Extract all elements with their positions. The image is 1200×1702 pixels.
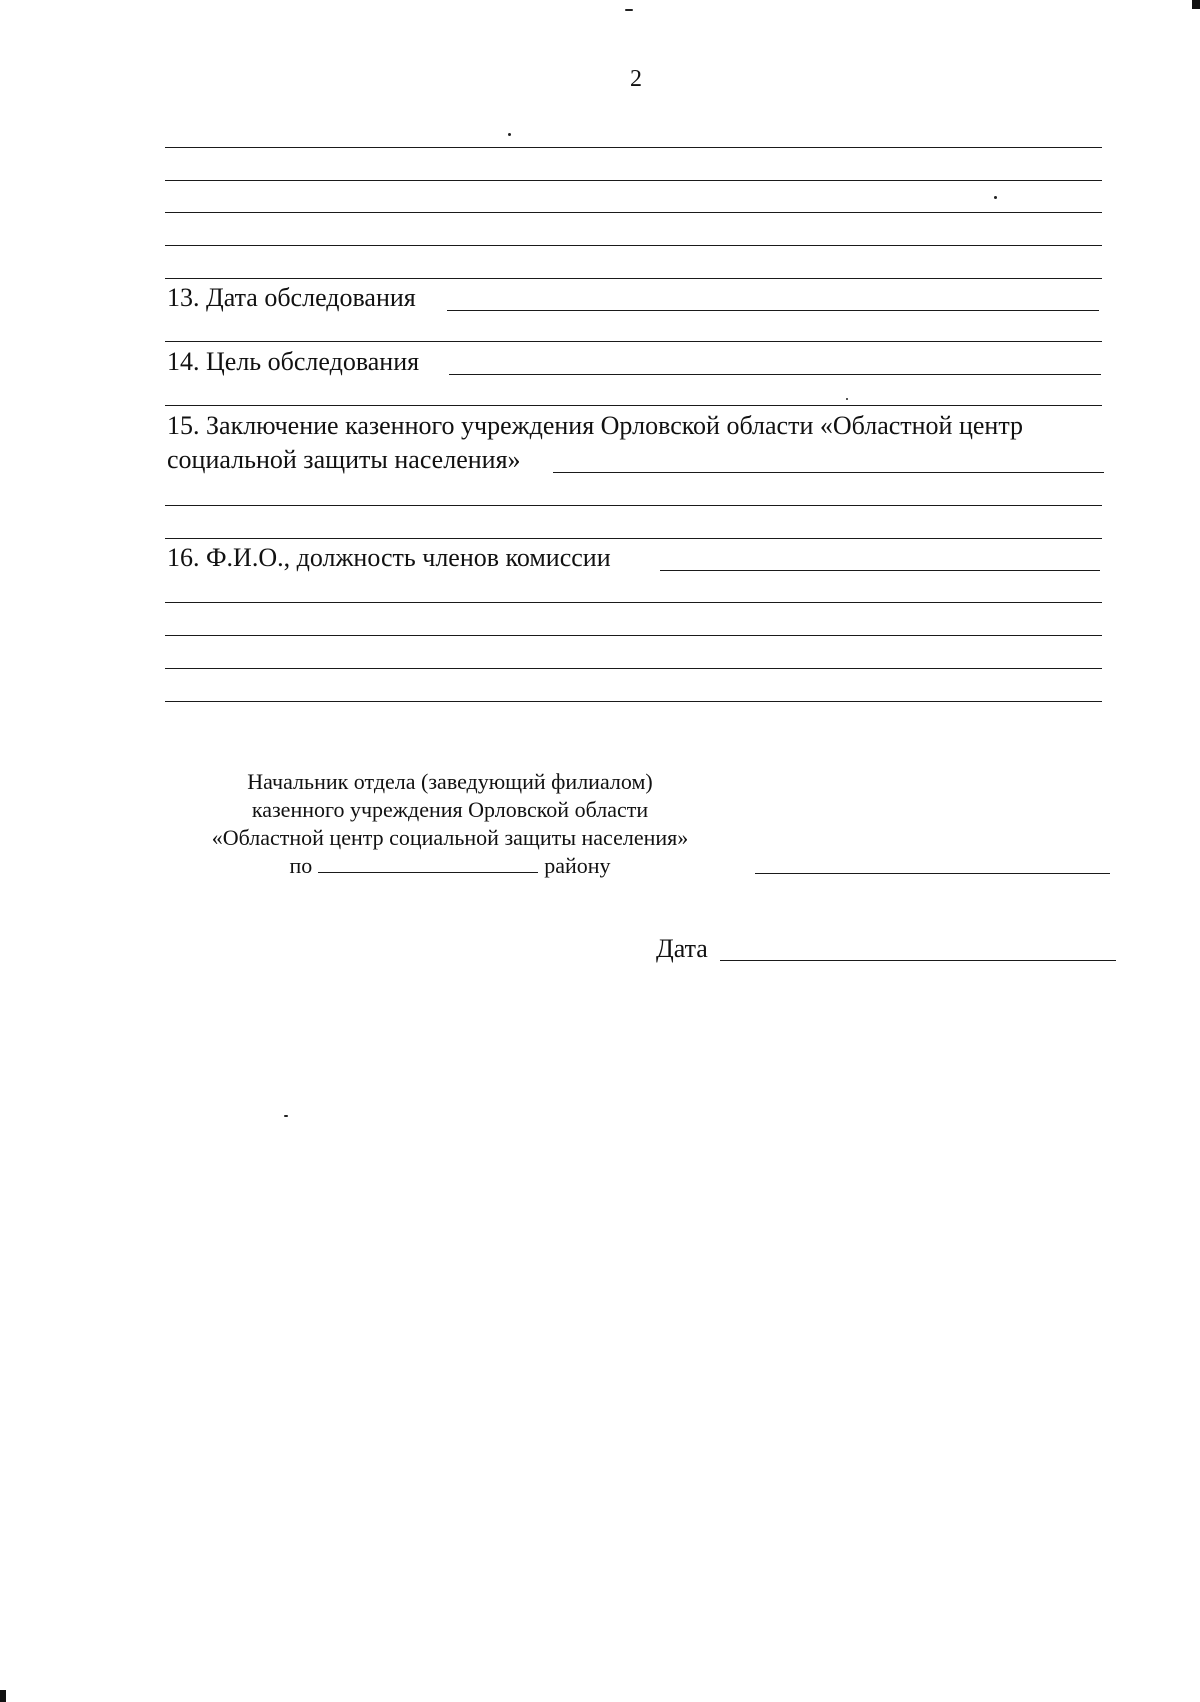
blank-line	[165, 147, 1102, 148]
signature-line	[755, 873, 1110, 874]
signature-district-line	[165, 852, 735, 880]
scan-speck	[994, 196, 997, 199]
blank-line	[165, 212, 1102, 213]
date-fill-line	[720, 960, 1116, 961]
page-number: 2	[630, 66, 642, 92]
scan-corner-mark	[1192, 0, 1200, 9]
item-15-label-line1: 15. Заключение казенного учреждения Орловской области «Областной центр	[167, 411, 1024, 440]
blank-line	[165, 341, 1102, 342]
signature-block	[165, 768, 735, 880]
blank-line	[165, 180, 1102, 181]
scan-speck	[846, 398, 848, 400]
scan-corner-mark	[0, 1690, 6, 1702]
district-blank	[318, 852, 538, 873]
blank-line	[165, 701, 1102, 702]
blank-line	[165, 245, 1102, 246]
item-13-fill-line	[447, 310, 1099, 311]
district-suffix: району	[544, 853, 611, 878]
signature-title-line2: казенного учреждения Орловской области	[251, 797, 649, 822]
blank-line	[165, 538, 1102, 539]
scan-speck	[508, 133, 511, 136]
blank-line	[165, 668, 1102, 669]
item-16-fill-line	[660, 570, 1100, 571]
date-label: Дата	[656, 934, 708, 963]
blank-line	[165, 278, 1102, 279]
blank-line	[165, 405, 1102, 406]
blank-line	[165, 635, 1102, 636]
blank-line	[165, 602, 1102, 603]
signature-title-line3: «Областной центр социальной защиты населения»	[211, 825, 689, 850]
item-13-label: 13. Дата обследования	[167, 283, 416, 312]
item-14-label: 14. Цель обследования	[167, 347, 420, 376]
blank-line	[165, 505, 1102, 506]
item-15-fill-line	[553, 472, 1104, 473]
district-prefix: по	[289, 853, 313, 878]
scan-speck	[284, 1115, 288, 1117]
item-15-label-line2: социальной защиты населения»	[167, 445, 521, 474]
signature-title-line1: Начальник отдела (заведующий филиалом)	[247, 769, 653, 794]
scan-speck	[625, 9, 633, 11]
item-16-label: 16. Ф.И.О., должность членов комиссии	[167, 543, 611, 572]
item-14-fill-line	[449, 374, 1101, 375]
